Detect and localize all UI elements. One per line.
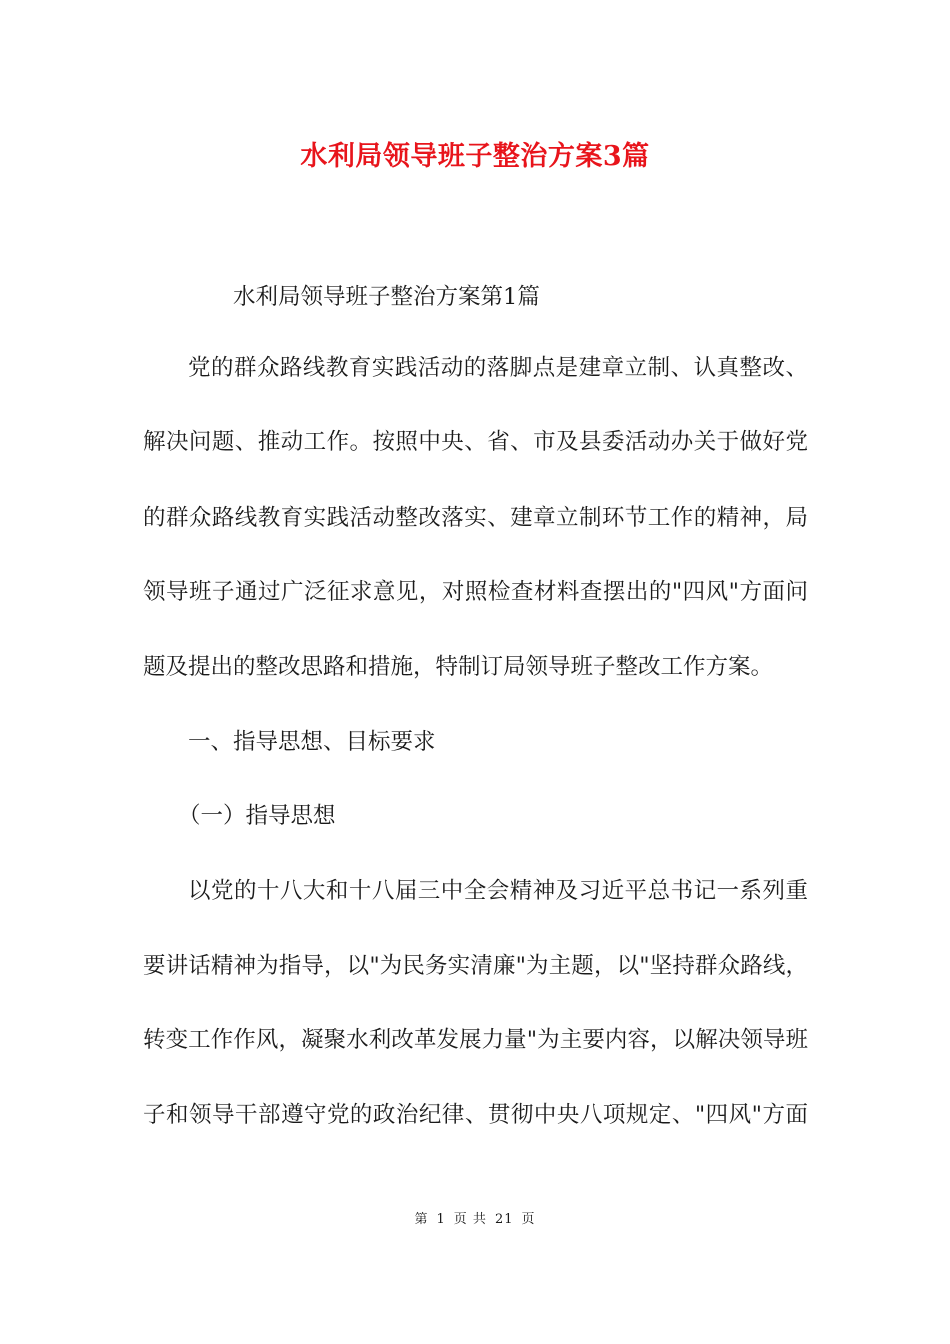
paragraph-2-line-3: 转变工作作风，凝聚水利改革发展力量"为主要内容，以解决领导班: [143, 1027, 808, 1053]
heading-guiding-thought: （一）指导思想: [178, 803, 336, 829]
document-title: 水利局领导班子整治方案3篇: [300, 141, 650, 172]
paragraph-1-line-1: 党的群众路线教育实践活动的落脚点是建章立制、认真整改、: [188, 355, 808, 381]
footer-current-page: 1: [436, 1212, 446, 1227]
footer-middle: 页 共: [453, 1212, 487, 1227]
paragraph-1-line-4: 领导班子通过广泛征求意见，对照检查材料查摆出的"四风"方面问: [143, 579, 808, 605]
paragraph-1-line-5: 题及提出的整改思路和措施，特制订局领导班子整改工作方案。: [143, 654, 774, 680]
footer-suffix: 页: [521, 1212, 536, 1227]
paragraph-2-line-1: 以党的十八大和十八届三中全会精神及习近平总书记一系列重: [188, 878, 808, 904]
paragraph-1-line-3: 的群众路线教育实践活动整改落实、建章立制环节工作的精神，局: [143, 505, 808, 531]
footer-total-pages: 21: [494, 1212, 514, 1227]
paragraph-2-line-4: 子和领导干部遵守党的政治纪律、贯彻中央八项规定、"四风"方面: [143, 1102, 808, 1128]
section-heading: 水利局领导班子整治方案第1篇: [233, 284, 540, 310]
paragraph-1-line-2: 解决问题、推动工作。按照中央、省、市及县委活动办关于做好党: [143, 429, 808, 455]
footer-prefix: 第: [414, 1212, 429, 1227]
page-footer: [0, 1208, 950, 1227]
paragraph-2-line-2: 要讲话精神为指导，以"为民务实清廉"为主题，以"坚持群众路线，: [143, 953, 808, 979]
heading-guiding-goals: 一、指导思想、目标要求: [188, 729, 436, 755]
